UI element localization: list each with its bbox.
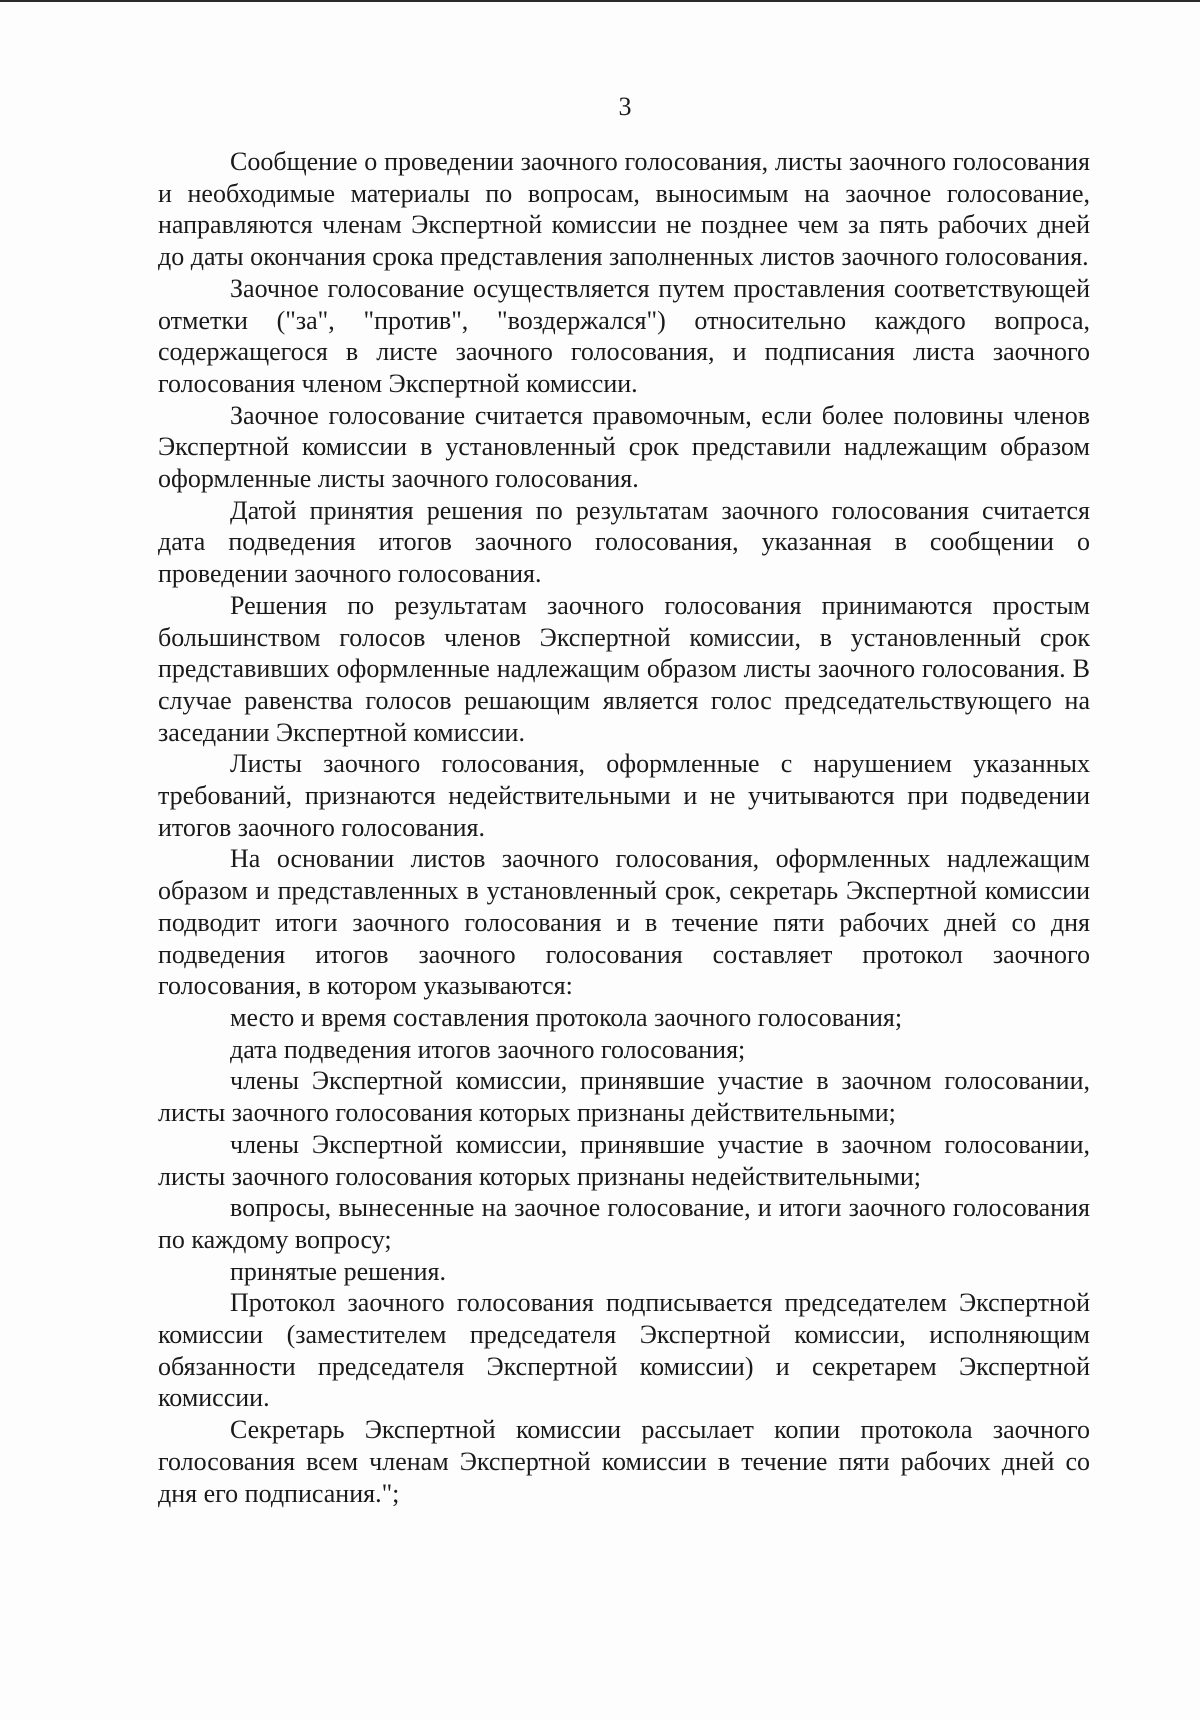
protocol-item-invalid-members: члены Экспертной комиссии, принявшие участие в заочном голосовании, листы заочного голосования которых признаны недействительными; <box>158 1129 1090 1191</box>
protocol-item-decisions: принятые решения. <box>230 1256 446 1286</box>
paragraph-quorum: Заочное голосование считается правомочным, если более половины членов Экспертной комиссии в установленный срок представили надлежащим образом оформленные листы заочного голосования. <box>158 400 1090 494</box>
document-body <box>158 146 1090 1509</box>
paragraph-decision-date: Датой принятия решения по результатам заочного голосования считается дата подведения итогов заочного голосования, указанная в сообщении о проведении заочного голосования. <box>158 495 1090 589</box>
protocol-item-valid-members: члены Экспертной комиссии, принявшие участие в заочном голосовании, листы заочного голосования которых признаны действительными; <box>158 1066 1090 1128</box>
page-number: 3 <box>618 92 632 121</box>
paragraph-invalid-sheets: Листы заочного голосования, оформленные с нарушением указанных требований, признаются недействительными и не учитываются при подведении итогов заочного голосования. <box>158 749 1090 842</box>
paragraph-protocol-distribution: Секретарь Экспертной комиссии рассылает копии протокола заочного голосования всем членам Экспертной комиссии в течение пяти рабочих дней со дня его подписания."; <box>158 1415 1090 1508</box>
paragraph-majority-rule: Решения по результатам заочного голосования принимаются простым большинством голосов членов Экспертной комиссии, в установленный срок представивших оформленные надлежащим образом листы заочного голосования. В случае равенства голосов решающим является голос председательствующего на заседании Экспертной комиссии. <box>158 590 1090 747</box>
paragraph-voting-procedure: Заочное голосование осуществляется путем проставления соответствующей отметки ("за", "против", "воздержался") относительно каждого вопроса, содержащегося в листе заочного голосования, и подписания листа заочного голосования членом Экспертной комиссии. <box>158 273 1090 398</box>
protocol-item-results-date: дата подведения итогов заочного голосования; <box>230 1034 746 1064</box>
page-top-edge <box>0 0 1200 2</box>
protocol-item-questions-results: вопросы, вынесенные на заочное голосование, и итоги заочного голосования по каждому вопросу; <box>158 1193 1090 1254</box>
paragraph-notification-sending: Сообщение о проведении заочного голосования, листы заочного голосования и необходимые материалы по вопросам, выносимым на заочное голосование, направляются членам Экспертной комиссии не позднее чем за пять рабочих дней до даты окончания срока представления заполненных листов заочного голосования. <box>158 147 1090 272</box>
paragraph-protocol-signing: Протокол заочного голосования подписывается председателем Экспертной комиссии (заместителем председателя Экспертной комиссии, исполняющим обязанности председателя Экспертной комиссии) и секретарем Экспертной комиссии. <box>158 1288 1090 1413</box>
paragraph-protocol-composition: На основании листов заочного голосования, оформленных надлежащим образом и представленных в установленный срок, секретарь Экспертной комиссии подводит итоги заочного голосования и в течение пяти рабочих дней со дня подведения итогов заочного голосования составляет протокол заочного голосования, в котором указываются: <box>158 844 1090 1001</box>
protocol-item-place-time: место и время составления протокола заочного голосования; <box>230 1002 903 1032</box>
